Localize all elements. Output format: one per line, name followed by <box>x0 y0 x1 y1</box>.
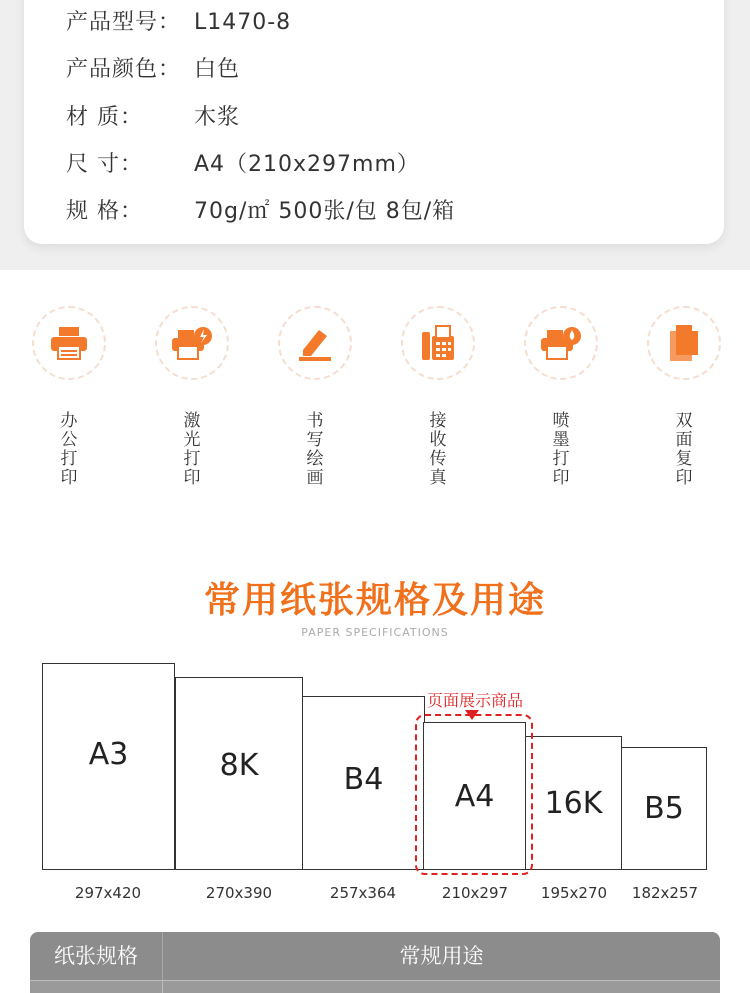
paper-8k <box>175 677 303 870</box>
feature-inkjet <box>524 306 598 488</box>
table-header-usage: 常规用途 <box>399 944 484 968</box>
spec-label: 材 质： <box>66 105 143 130</box>
paper-size-label: 270x390 <box>205 884 273 902</box>
inkjet-printer-icon <box>524 306 598 380</box>
paper-size-label: 257x364 <box>329 884 397 902</box>
paper-size-label: 195x270 <box>540 884 608 902</box>
table-header-paper-spec: 纸张规格 <box>30 932 163 980</box>
paper-name: B4 <box>343 761 384 797</box>
pen-write-icon <box>278 306 352 380</box>
spec-value: 木浆 <box>194 105 241 130</box>
copy-pages-icon <box>647 306 721 380</box>
paper-16k <box>525 736 622 870</box>
paper-size-label: 182x257 <box>631 884 699 902</box>
spec-value: 70g/㎡ 500张/包 8包/箱 <box>194 199 456 224</box>
spec-value: A4（210x297mm） <box>194 152 420 177</box>
paper-name: 16K <box>544 785 603 821</box>
arrow-down-icon <box>465 710 479 720</box>
paper-name: A3 <box>88 737 129 772</box>
section-title: 常用纸张规格及用途 <box>203 580 546 621</box>
paper-size-label: 210x297 <box>441 884 509 902</box>
feature-label: 激光打印 <box>183 411 201 488</box>
feature-fax <box>401 306 475 488</box>
feature-label: 办公打印 <box>60 411 78 488</box>
highlight-frame <box>415 714 533 875</box>
feature-label: 书写绘画 <box>306 411 324 488</box>
usage-table-header <box>30 932 720 980</box>
paper-name: B5 <box>644 791 684 826</box>
paper-size-label: 297x420 <box>74 884 142 902</box>
section-subtitle: PAPER SPECIFICATIONS <box>301 626 449 639</box>
highlight-label: 页面展示商品 <box>426 691 523 710</box>
fax-icon <box>401 306 475 380</box>
feature-duplex-copy <box>647 306 721 488</box>
spec-value: 白色 <box>194 57 241 82</box>
feature-office-print <box>32 306 106 488</box>
feature-label: 接收传真 <box>429 411 447 488</box>
table-column-divider <box>162 981 163 993</box>
feature-writing <box>278 306 352 488</box>
spec-label: 产品型号： <box>66 10 182 35</box>
spec-label: 尺 寸： <box>66 152 143 177</box>
spec-label: 产品颜色： <box>66 57 182 82</box>
table-row <box>30 980 720 993</box>
laser-printer-icon <box>155 306 229 380</box>
spec-value: L1470-8 <box>194 10 292 35</box>
paper-b4 <box>302 696 425 870</box>
paper-a3 <box>42 663 175 870</box>
paper-b5 <box>621 747 707 870</box>
paper-name: A4 <box>454 778 495 814</box>
feature-laser-print <box>155 306 229 488</box>
printer-icon <box>32 306 106 380</box>
spec-label: 规 格： <box>66 199 143 224</box>
feature-label: 喷墨打印 <box>552 411 570 488</box>
paper-name: 8K <box>219 748 259 783</box>
feature-label: 双面复印 <box>675 411 693 488</box>
